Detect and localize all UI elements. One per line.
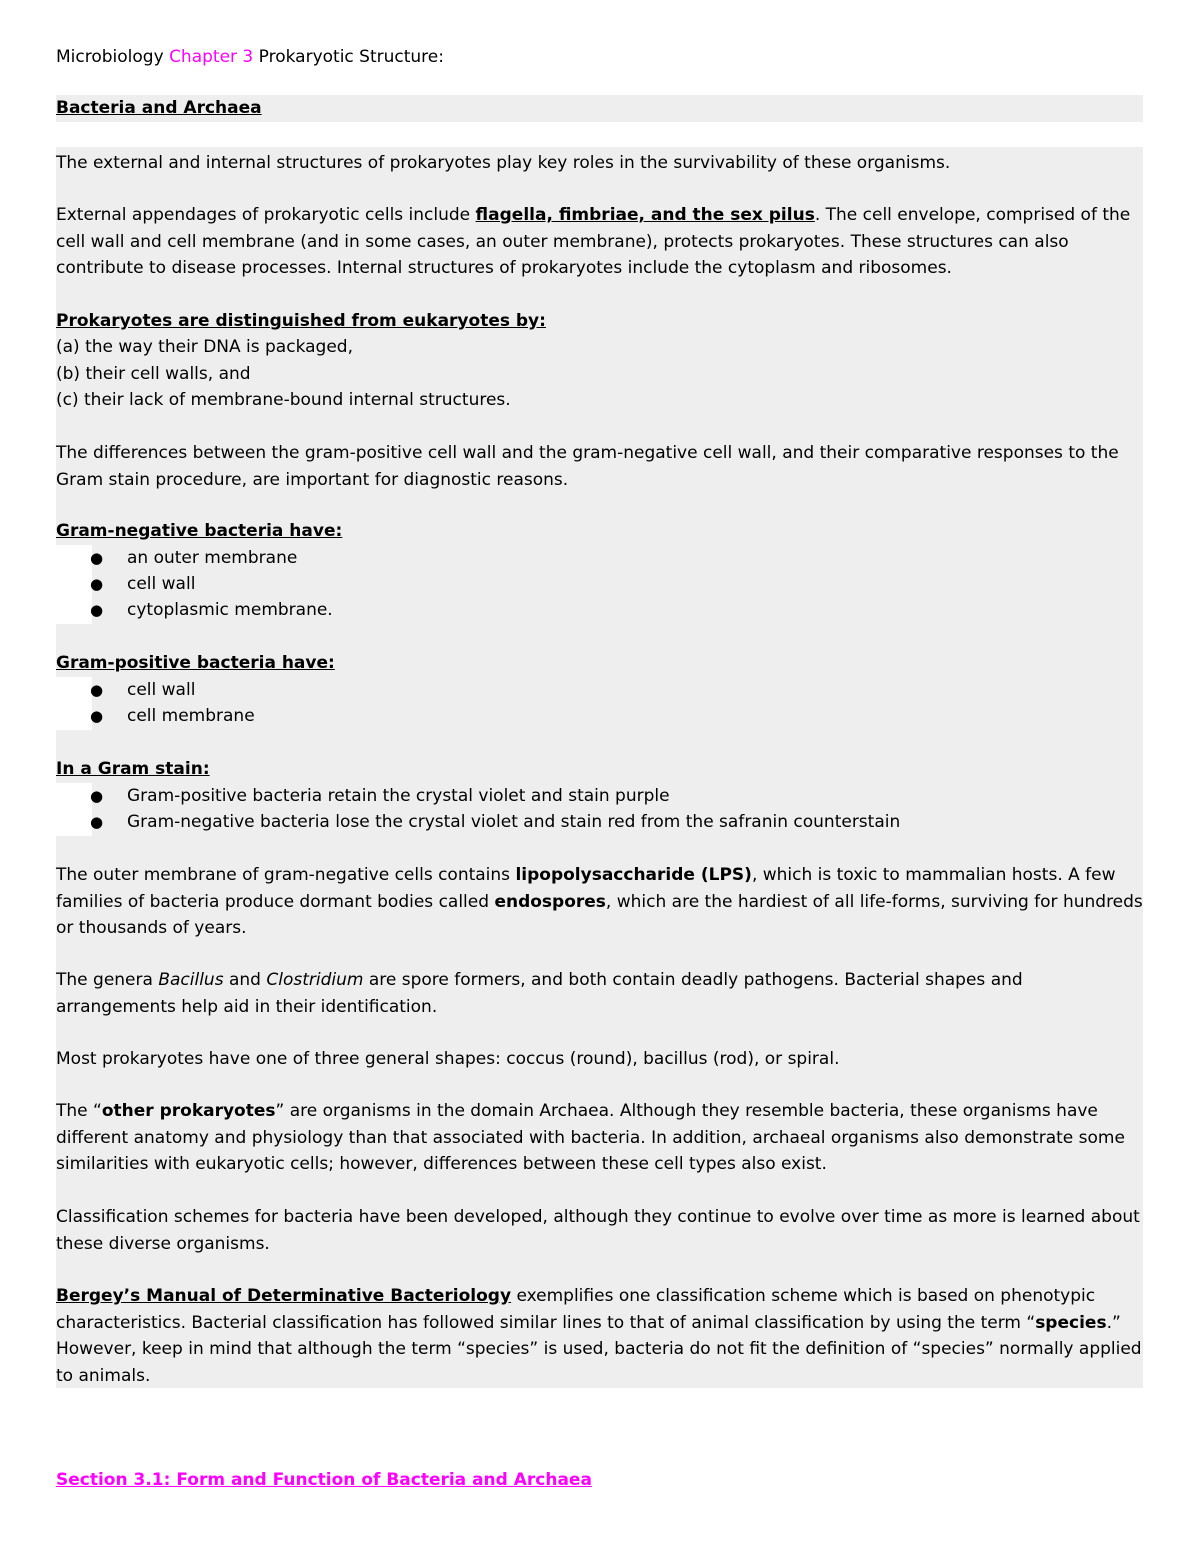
list-item-text: Gram-negative bacteria lose the crystal violet and stain red from the safranin counterstain — [127, 812, 901, 832]
lps-text-1: The outer membrane of gram-negative cells contains — [56, 865, 516, 885]
appendages-highlight: flagella, fimbriae, and the sex pilus — [475, 205, 815, 225]
list-item-text: cell wall — [127, 680, 196, 700]
archaea-text-1: The “ — [56, 1101, 102, 1121]
document-header — [56, 46, 444, 68]
list-item — [56, 571, 1146, 598]
distinguished-item-c: (c) their lack of membrane-bound internal structures. — [56, 390, 511, 410]
lps-term: lipopolysaccharide (LPS) — [515, 865, 752, 885]
title-band — [56, 95, 1143, 122]
list-item — [56, 809, 1146, 836]
page-title: Bacteria and Archaea — [56, 98, 262, 118]
gram-stain-heading-text: In a Gram stain: — [56, 759, 210, 779]
lps-paragraph — [56, 862, 1146, 942]
bullet-icon: ● — [90, 601, 104, 619]
distinguished-item-a: (a) the way their DNA is packaged, — [56, 337, 353, 357]
distinguished-item-b: (b) their cell walls, and — [56, 364, 251, 384]
bullet-icon: ● — [90, 575, 104, 593]
genus-bacillus: Bacillus — [158, 970, 224, 990]
bullet-icon: ● — [90, 681, 104, 699]
list-item-text: cytoplasmic membrane. — [127, 600, 333, 620]
topic-label: Prokaryotic Structure: — [258, 47, 444, 67]
appendages-text-2: . The cell envelope, comprised of the cell wall and cell membrane (and in some cases, an outer membrane), protects prokaryotes. These structures can also contribute to disease processes. Internal structures of prokaryotes include the cytoplasm and ribosomes. — [56, 205, 1131, 278]
other-prokaryotes-term: other prokaryotes — [101, 1101, 276, 1121]
shapes-paragraph: Most prokaryotes have one of three general shapes: coccus (round), bacillus (rod), or spiral. — [56, 1049, 840, 1069]
chapter-label: Chapter 3 — [169, 47, 254, 67]
bergey-title: Bergey’s Manual of Determinative Bacteriology — [56, 1286, 512, 1306]
gram-stain-heading — [56, 756, 1146, 783]
gram-negative-heading — [56, 518, 1146, 545]
bullet-icon: ● — [90, 707, 104, 725]
genera-paragraph — [56, 967, 1146, 1020]
classification-paragraph: Classification schemes for bacteria have been developed, although they continue to evolve over time as more is learned about these diverse organisms. — [56, 1207, 1140, 1254]
differences-paragraph: The differences between the gram-positive cell wall and the gram-negative cell wall, and their comparative responses to the Gram stain procedure, are important for diagnostic reasons. — [56, 443, 1119, 490]
list-item — [56, 597, 1146, 624]
bullet-icon: ● — [90, 787, 104, 805]
genera-text-1: The genera — [56, 970, 159, 990]
genera-text-3: are spore formers, and both contain deadly pathogens. Bacterial shapes and arrangements help aid in their identification. — [56, 970, 1023, 1017]
list-item-text: Gram-positive bacteria retain the crystal violet and stain purple — [127, 786, 670, 806]
intro-paragraph: The external and internal structures of prokaryotes play key roles in the survivability of these organisms. — [56, 153, 951, 173]
bergey-text-1: exemplifies one classification scheme which is based on phenotypic characteristics. Bacterial classification has followed similar lines to that of animal classification by using the term “ — [56, 1286, 1096, 1333]
gram-positive-heading — [56, 650, 1146, 677]
list-item — [56, 677, 1146, 704]
genera-text-2: and — [223, 970, 267, 990]
bergey-text-2: .” However, keep in mind that although the term “species” is used, bacteria do not fit the definition of “species” normally applied to animals. — [56, 1312, 1142, 1386]
list-item — [56, 703, 1146, 730]
archaea-text-2: ” are organisms in the domain Archaea. Although they resemble bacteria, these organisms have different anatomy and physiology than that associated with bacteria. In addition, archaeal organisms also demonstrate some similarities with eukaryotic cells; however, differences between these cell types also exist. — [56, 1101, 1125, 1174]
list-item — [56, 783, 1146, 810]
endospores-term: endospores — [494, 891, 606, 912]
list-item-text: cell wall — [127, 574, 196, 594]
bullet-icon: ● — [90, 549, 104, 567]
genus-clostridium: Clostridium — [266, 970, 364, 990]
lps-text-3: , which are the hardiest of all life-forms, surviving for hundreds or thousands of years. — [56, 891, 1143, 938]
bergey-paragraph — [56, 1283, 1146, 1389]
distinguished-heading — [56, 308, 1146, 335]
course-name: Microbiology — [56, 47, 164, 67]
distinguished-heading-text: Prokaryotes are distinguished from eukaryotes by: — [56, 311, 546, 331]
gram-positive-heading-text: Gram-positive bacteria have: — [56, 653, 335, 673]
list-item-text: cell membrane — [127, 706, 255, 726]
appendages-paragraph — [56, 202, 1146, 282]
archaea-paragraph — [56, 1098, 1146, 1178]
section-link[interactable]: Section 3.1: Form and Function of Bacteria and Archaea — [56, 1470, 592, 1490]
bullet-icon: ● — [90, 813, 104, 831]
appendages-text-1: External appendages of prokaryotic cells include — [56, 205, 476, 225]
gram-negative-heading-text: Gram-negative bacteria have: — [56, 521, 343, 541]
list-item — [56, 545, 1146, 572]
lps-text-2: , which is toxic to mammalian hosts. A few families of bacteria produce dormant bodies called — [56, 865, 1116, 912]
list-item-text: an outer membrane — [127, 548, 298, 568]
species-term: species — [1035, 1312, 1107, 1333]
